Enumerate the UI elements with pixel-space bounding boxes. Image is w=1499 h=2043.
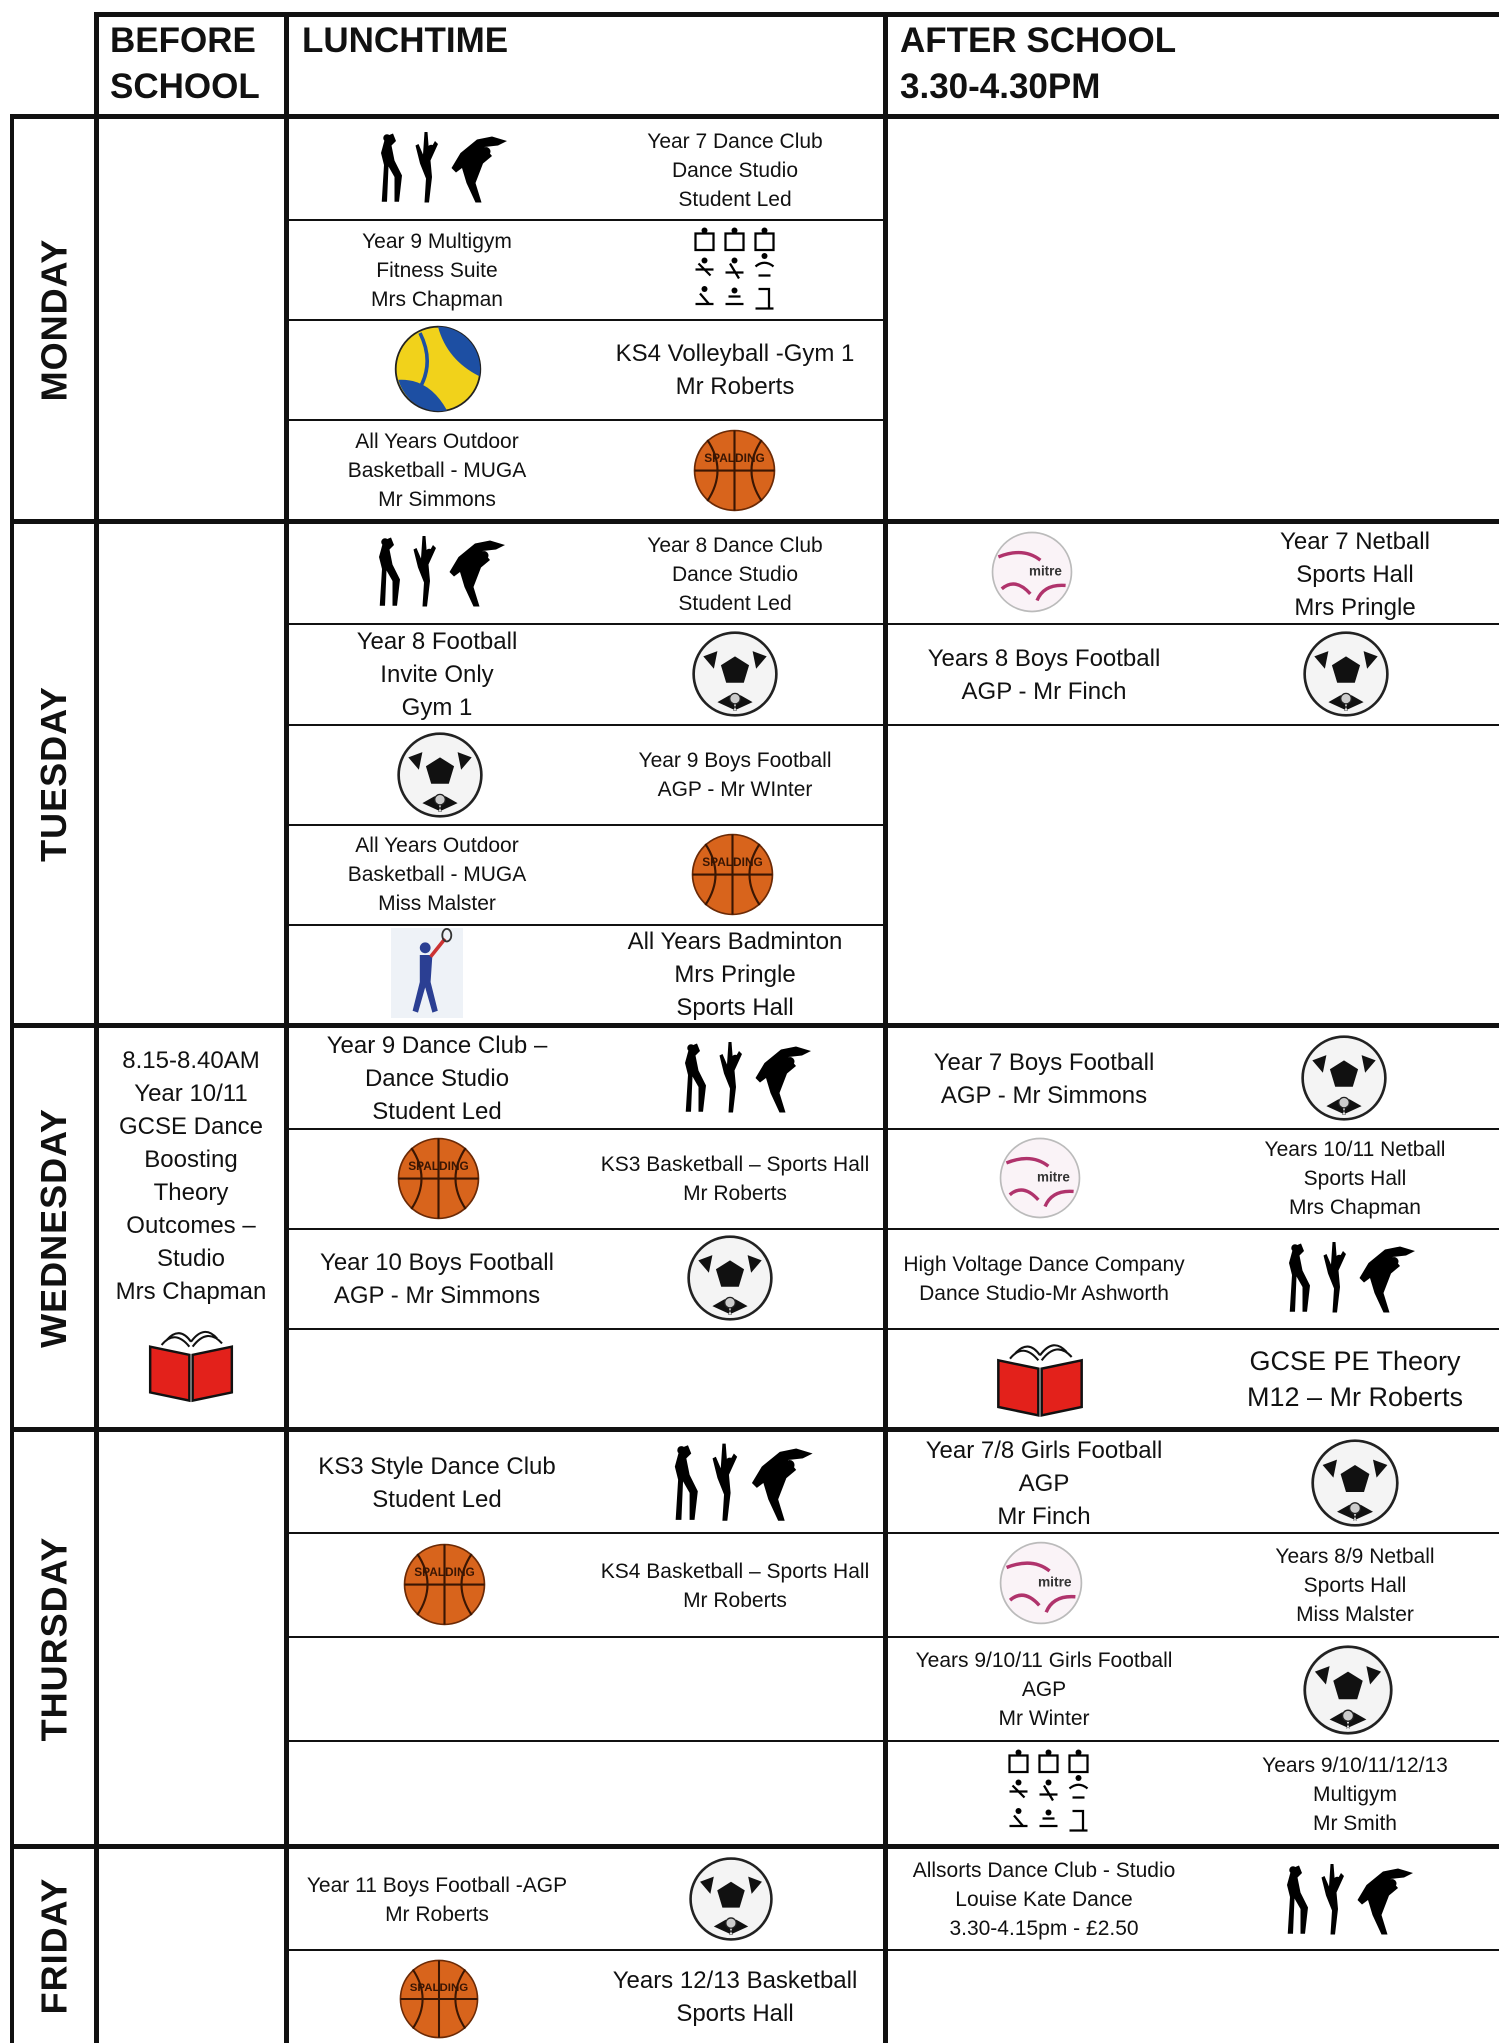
row-divider [888,1128,1499,1130]
basketball-icon [396,1136,481,1221]
monday-lunch-4: All Years Outdoor Basketball - MUGA Mr Simmons [347,429,527,511]
football-icon [688,1856,774,1942]
day-friday [10,1848,98,2043]
wednesday-lunch-2: KS3 Basketball – Sports Hall Mr Roberts [600,1152,870,1205]
thursday-lunch-1: KS3 Style Dance Club Student Led [318,1452,556,1513]
row-divider [888,1228,1499,1230]
tuesday-lunch-3: Year 9 Boys Football AGP - Mr WInter [638,748,832,801]
day-tuesday [10,523,98,1025]
row-divider [289,1128,883,1130]
wednesday-after-1: Year 7 Boys Football AGP - Mr Simmons [933,1048,1155,1109]
multigym-icon [688,226,784,316]
badminton-icon [382,928,472,1018]
table-border [10,1427,1499,1432]
day-label: WEDNESDAY [33,1108,74,1348]
monday-lunch-2: Year 9 Multigym Fitness Suite Mrs Chapman [362,229,512,311]
tuesday-after-2: Years 8 Boys Football AGP - Mr Finch [927,644,1161,705]
tuesday-after-1: Year 7 Netball Sports Hall Mrs Pringle [1280,527,1430,621]
netball-icon [998,1136,1082,1220]
dancers-icon [1278,1860,1428,1940]
basketball-icon [402,1542,487,1627]
row-divider [289,1532,883,1534]
football-icon [1302,630,1390,718]
wednesday-after-2: Years 10/11 Netball Sports Hall Mrs Chapman [1264,1138,1446,1219]
tuesday-lunch-5: All Years Badminton Mrs Pringle Sports Hall [627,928,843,1021]
dancers-icon [1280,1238,1430,1318]
wednesday-after-3: High Voltage Dance Company Dance Studio-Mr Ashworth [903,1252,1185,1305]
football-icon [691,630,779,718]
day-monday [10,118,98,521]
row-divider [888,623,1499,625]
row-divider [888,1328,1499,1330]
header-lunchtime: LUNCHTIME [302,21,509,60]
table-border [284,12,289,2043]
row-divider [289,319,883,321]
wednesday-after-4: GCSE PE Theory M12 – Mr Roberts [1246,1345,1464,1412]
row-divider [289,924,883,926]
day-wednesday [10,1027,98,1429]
dancers-icon [662,1442,832,1524]
row-divider [289,724,883,726]
wednesday-lunch-1: Year 9 Dance Club – Dance Studio Student Led [326,1032,548,1125]
basketball-icon [398,1958,480,2040]
multigym-icon [1002,1748,1098,1838]
row-divider [289,824,883,826]
table-border [10,1844,1499,1849]
row-divider [289,419,883,421]
football-icon [1302,1644,1394,1736]
table-border [10,114,1499,119]
book-icon [990,1332,1090,1422]
basketball-icon [692,428,777,513]
row-divider [888,1740,1499,1742]
book-icon [142,1318,240,1408]
thursday-lunch-2: KS4 Basketball – Sports Hall Mr Roberts [600,1559,870,1612]
football-icon [1310,1438,1400,1528]
monday-lunch-1: Year 7 Dance Club Dance Studio Student Led [647,129,823,211]
basketball-icon [690,832,775,917]
thursday-after-2: Years 8/9 Netball Sports Hall Miss Malster [1275,1545,1435,1626]
table-border [10,519,1499,524]
thursday-after-3: Years 9/10/11 Girls Football AGP Mr Winter [915,1648,1173,1730]
row-divider [289,1636,883,1638]
friday-after-1: Allsorts Dance Club - Studio Louise Kate Dance 3.30-4.15pm - £2.50 [912,1859,1176,1940]
row-divider [289,1949,883,1951]
dancers-icon [372,128,522,208]
row-divider [289,1328,883,1330]
dancers-icon [676,1038,826,1118]
table-border [94,12,99,2043]
netball-icon [998,1540,1084,1626]
row-divider [888,1949,1499,1951]
friday-lunch-2: Years 12/13 Basketball Sports Hall [612,1967,858,2027]
table-border [10,1023,1499,1028]
day-label: MONDAY [33,238,75,401]
day-label: THURSDAY [33,1536,75,1741]
football-icon [396,731,484,819]
monday-lunch-3: KS4 Volleyball -Gym 1 Mr Roberts [615,340,855,400]
tuesday-lunch-4: All Years Outdoor Basketball - MUGA Miss Malster [347,834,527,915]
friday-lunch-1: Year 11 Boys Football -AGP Mr Roberts [306,1873,568,1926]
wednesday-lunch-3: Year 10 Boys Football AGP - Mr Simmons [320,1248,554,1309]
row-divider [289,1740,883,1742]
wednesday-before-1: 8.15-8.40AM Year 10/11 GCSE Dance Boosting Theory Outcomes – Studio Mrs Chapman [115,1047,267,1305]
tuesday-lunch-1: Year 8 Dance Club Dance Studio Student Led [647,533,823,615]
thursday-after-1: Year 7/8 Girls Football AGP Mr Finch [925,1437,1163,1530]
table-border [10,114,14,2043]
day-thursday [10,1431,98,1846]
header-before-school: BEFORE SCHOOL [110,21,260,106]
day-label: FRIDAY [33,1877,75,2014]
row-divider [888,1636,1499,1638]
thursday-after-4: Years 9/10/11/12/13 Multigym Mr Smith [1262,1753,1448,1835]
dancers-icon [370,532,520,612]
table-border [883,12,888,2043]
football-icon [1300,1034,1388,1122]
football-icon [686,1234,774,1322]
table-border [94,12,1499,17]
netball-icon [990,530,1074,614]
row-divider [289,219,883,221]
row-divider [888,1532,1499,1534]
row-divider [289,623,883,625]
day-label: TUESDAY [33,686,74,862]
tuesday-lunch-2: Year 8 Football Invite Only Gym 1 [356,628,518,721]
row-divider [888,724,1499,726]
volleyball-icon [393,324,483,414]
row-divider [289,1228,883,1230]
header-after-school: AFTER SCHOOL 3.30-4.30PM [900,21,1177,106]
